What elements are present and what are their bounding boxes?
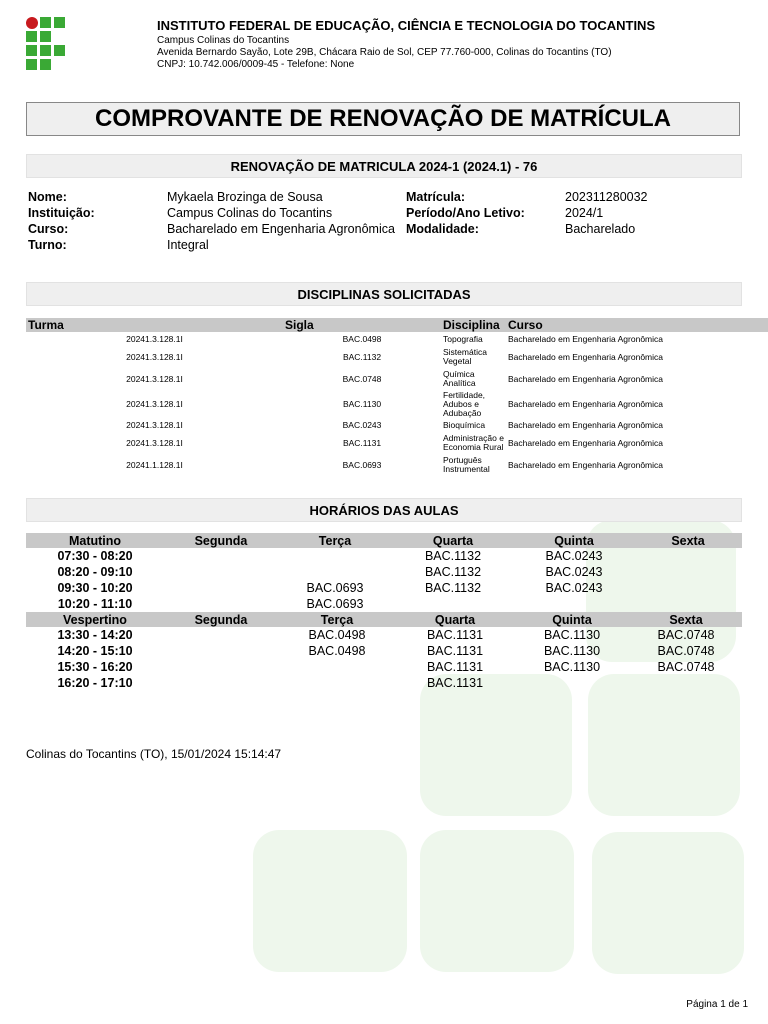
curso-cell: Bacharelado em Engenharia Agronômica bbox=[508, 437, 663, 448]
place-date: Colinas do Tocantins (TO), 15/01/2024 15:14:47 bbox=[26, 747, 282, 761]
document-title: COMPROVANTE DE RENOVAÇÃO DE MATRÍCULA bbox=[26, 102, 740, 136]
class-slot: BAC.0748 bbox=[657, 644, 715, 658]
class-slot: BAC.1131 bbox=[426, 676, 484, 690]
time-slot: 07:30 - 08:20 bbox=[57, 549, 133, 563]
class-slot: BAC.0243 bbox=[545, 549, 603, 563]
disciplina-cell: Português Instrumental bbox=[443, 455, 490, 474]
matricula-label: Matrícula: bbox=[406, 190, 466, 204]
instituicao-label: Instituição: bbox=[28, 206, 95, 220]
col-sigla: Sigla bbox=[283, 318, 441, 332]
disciplina-row bbox=[26, 454, 768, 476]
class-slot bbox=[634, 548, 742, 564]
disciplina-row bbox=[26, 418, 768, 432]
curso-label: Curso: bbox=[28, 222, 69, 236]
campus-address: Avenida Bernardo Sayão, Lote 29B, Chácara Raio de Sol, CEP 77.760-000, Colinas do Tocantins (TO) bbox=[157, 47, 612, 58]
matutino-header-5: Sexta bbox=[634, 533, 742, 548]
class-slot: BAC.0693 bbox=[306, 581, 364, 595]
class-slot: BAC.1132 bbox=[424, 549, 482, 563]
matutino-header-4: Quinta bbox=[514, 533, 634, 548]
cnpj-phone: CNPJ: 10.742.006/0009-45 - Telefone: None bbox=[157, 59, 355, 70]
matutino-header-1: Segunda bbox=[164, 533, 278, 548]
sigla-cell: BAC.0243 bbox=[342, 419, 382, 430]
class-slot bbox=[164, 548, 278, 564]
curso-cell: Bacharelado em Engenharia Agronômica bbox=[508, 333, 663, 344]
class-slot: BAC.0748 bbox=[657, 660, 715, 674]
matutino-header-0: Matutino bbox=[26, 533, 164, 548]
class-slot: BAC.1132 bbox=[424, 565, 482, 579]
periodo-label: Período/Ano Letivo: bbox=[406, 206, 525, 220]
class-slot: BAC.0498 bbox=[308, 644, 366, 658]
sigla-cell: BAC.1132 bbox=[342, 351, 382, 362]
class-slot: BAC.0243 bbox=[545, 565, 603, 579]
col-curso: Curso bbox=[506, 318, 768, 332]
turno-value: Integral bbox=[167, 238, 209, 252]
turma-cell: 20241.3.128.1I bbox=[126, 398, 183, 409]
time-slot: 15:30 - 16:20 bbox=[57, 660, 133, 674]
sigla-cell: BAC.0693 bbox=[342, 459, 382, 470]
matutino-row bbox=[26, 548, 742, 564]
disciplina-row bbox=[26, 368, 768, 390]
class-slot bbox=[164, 564, 278, 580]
class-slot: BAC.0243 bbox=[545, 581, 603, 595]
class-slot bbox=[634, 596, 742, 612]
disciplina-cell: Sistemática Vegetal bbox=[443, 347, 487, 366]
class-slot: BAC.0748 bbox=[657, 628, 715, 642]
time-slot: 09:30 - 10:20 bbox=[57, 581, 133, 595]
sigla-cell: BAC.0748 bbox=[342, 373, 382, 384]
nome-value: Mykaela Brozinga de Sousa bbox=[167, 190, 323, 204]
vespertino-row bbox=[26, 675, 742, 691]
sigla-cell: BAC.1131 bbox=[342, 437, 382, 448]
class-slot bbox=[634, 564, 742, 580]
institution-logo bbox=[26, 17, 68, 69]
curso-cell: Bacharelado em Engenharia Agronômica bbox=[508, 373, 663, 384]
turma-cell: 20241.3.128.1I bbox=[126, 333, 183, 344]
sigla-cell: BAC.1130 bbox=[342, 398, 382, 409]
turno-label: Turno: bbox=[28, 238, 67, 252]
modalidade-label: Modalidade: bbox=[406, 222, 479, 236]
institution-header bbox=[157, 18, 655, 71]
disciplina-cell: Administração e Economia Rural bbox=[443, 433, 504, 452]
class-slot bbox=[164, 596, 278, 612]
class-slot: BAC.1130 bbox=[543, 644, 601, 658]
nome-label: Nome: bbox=[28, 190, 67, 204]
vespertino-header-5: Sexta bbox=[630, 612, 742, 627]
disciplinas-heading: DISCIPLINAS SOLICITADAS bbox=[26, 282, 742, 306]
vespertino-header-3: Quarta bbox=[396, 612, 514, 627]
class-slot bbox=[392, 596, 514, 612]
class-slot bbox=[164, 627, 278, 643]
periodo-value: 2024/1 bbox=[565, 206, 604, 220]
class-slot: BAC.1132 bbox=[424, 581, 482, 595]
curso-cell: Bacharelado em Engenharia Agronômica bbox=[508, 398, 663, 409]
turma-cell: 20241.3.128.1I bbox=[126, 437, 183, 448]
matutino-header-2: Terça bbox=[278, 533, 392, 548]
curso-value: Bacharelado em Engenharia Agronômica bbox=[167, 222, 395, 236]
class-slot bbox=[630, 675, 742, 691]
instituicao-value: Campus Colinas do Tocantins bbox=[167, 206, 333, 220]
campus-name: Campus Colinas do Tocantins bbox=[157, 35, 290, 46]
disciplina-cell: Química Analítica bbox=[443, 369, 476, 388]
matutino-header-3: Quarta bbox=[392, 533, 514, 548]
col-disciplina: Disciplina bbox=[441, 318, 506, 332]
class-slot: BAC.0693 bbox=[306, 597, 364, 611]
disciplina-row bbox=[26, 390, 768, 418]
matutino-row bbox=[26, 564, 742, 580]
vespertino-row bbox=[26, 659, 742, 675]
matutino-row bbox=[26, 580, 742, 596]
class-slot bbox=[514, 675, 630, 691]
page-number: Página 1 de 1 bbox=[686, 999, 748, 1010]
vespertino-row bbox=[26, 643, 742, 659]
turma-cell: 20241.3.128.1I bbox=[126, 373, 183, 384]
class-slot: BAC.0498 bbox=[308, 628, 366, 642]
class-slot bbox=[278, 564, 392, 580]
vespertino-header-4: Quinta bbox=[514, 612, 630, 627]
vespertino-header-2: Terça bbox=[278, 612, 396, 627]
col-turma: Turma bbox=[26, 318, 283, 332]
curso-cell: Bacharelado em Engenharia Agronômica bbox=[508, 419, 663, 430]
institution-name: INSTITUTO FEDERAL DE EDUCAÇÃO, CIÊNCIA E TECNOLOGIA DO TOCANTINS bbox=[157, 18, 656, 33]
vespertino-schedule bbox=[26, 612, 742, 691]
disciplina-row bbox=[26, 346, 768, 368]
class-slot bbox=[164, 659, 278, 675]
vespertino-header-1: Segunda bbox=[164, 612, 278, 627]
class-slot: BAC.1131 bbox=[426, 644, 484, 658]
disciplina-row bbox=[26, 332, 768, 346]
turma-cell: 20241.1.128.1I bbox=[126, 459, 183, 470]
disciplina-cell: Fertilidade, Adubos e Adubação bbox=[443, 389, 486, 418]
time-slot: 14:20 - 15:10 bbox=[57, 644, 133, 658]
class-slot bbox=[164, 643, 278, 659]
class-slot bbox=[164, 675, 278, 691]
modalidade-value: Bacharelado bbox=[565, 222, 636, 236]
matutino-row bbox=[26, 596, 742, 612]
time-slot: 10:20 - 11:10 bbox=[57, 597, 133, 611]
time-slot: 08:20 - 09:10 bbox=[57, 565, 133, 579]
disciplina-row bbox=[26, 432, 768, 454]
turma-cell: 20241.3.128.1I bbox=[126, 351, 183, 362]
class-slot: BAC.1130 bbox=[543, 660, 601, 674]
time-slot: 13:30 - 14:20 bbox=[57, 628, 133, 642]
time-slot: 16:20 - 17:10 bbox=[57, 676, 133, 690]
matutino-schedule bbox=[26, 533, 742, 612]
class-slot bbox=[164, 580, 278, 596]
horarios-heading: HORÁRIOS DAS AULAS bbox=[26, 498, 742, 522]
class-slot bbox=[278, 659, 396, 675]
matricula-value: 202311280032 bbox=[565, 190, 648, 204]
vespertino-header-0: Vespertino bbox=[26, 612, 164, 627]
disciplina-cell: Bioquímica bbox=[443, 419, 486, 430]
class-slot bbox=[278, 548, 392, 564]
vespertino-row bbox=[26, 627, 742, 643]
disciplina-cell: Topografia bbox=[443, 333, 483, 344]
disciplinas-table bbox=[26, 318, 768, 476]
sigla-cell: BAC.0498 bbox=[342, 333, 382, 344]
class-slot: BAC.1131 bbox=[426, 660, 484, 674]
class-slot: BAC.1130 bbox=[543, 628, 601, 642]
class-slot bbox=[278, 675, 396, 691]
curso-cell: Bacharelado em Engenharia Agronômica bbox=[508, 459, 663, 470]
turma-cell: 20241.3.128.1I bbox=[126, 419, 183, 430]
class-slot bbox=[514, 596, 634, 612]
curso-cell: Bacharelado em Engenharia Agronômica bbox=[508, 351, 663, 362]
enrollment-subtitle: RENOVAÇÃO DE MATRICULA 2024-1 (2024.1) - 76 bbox=[26, 154, 742, 178]
class-slot bbox=[634, 580, 742, 596]
class-slot: BAC.1131 bbox=[426, 628, 484, 642]
